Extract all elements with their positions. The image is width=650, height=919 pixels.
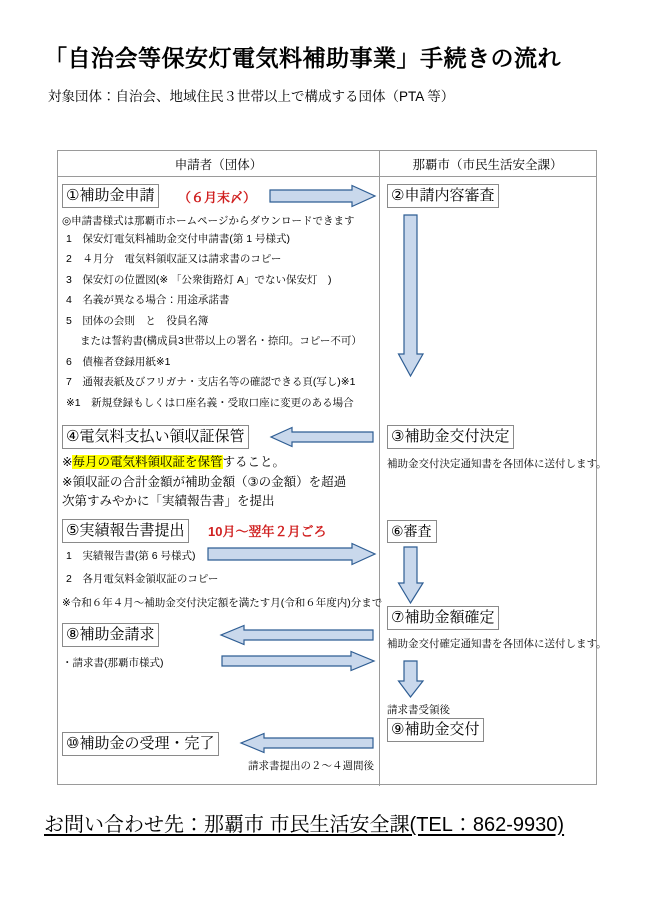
column-header-applicant: 申請者（団体） — [174, 158, 263, 172]
step-10-timing: 請求書提出の２～４週間後 — [248, 760, 374, 772]
document-item: 6 債権者登録用紙※1 — [66, 355, 171, 368]
step-1-deadline: （６月末〆） — [178, 190, 257, 205]
arrow-step3-to-step4-icon — [270, 427, 375, 447]
header-divider — [58, 176, 596, 177]
document-item-sub: または誓約書(構成員3世帯以上の署名・捺印。コピー不可） — [80, 335, 362, 348]
document-item: 5 団体の会則 と 役員名簿 — [66, 314, 209, 327]
page-title: 「自治会等保安灯電気料補助事業」手続きの流れ — [44, 45, 561, 71]
column-header-city: 那覇市（市民生活安全課） — [412, 158, 563, 172]
step-3-note: 補助金交付決定通知書を各団体に送付します。 — [387, 458, 607, 470]
step-9-box: ⑨補助金交付 — [387, 718, 484, 742]
arrow-step9-to-step10-icon — [240, 733, 375, 753]
arrow-step5-to-step6-icon — [206, 543, 378, 565]
arrow-step8-to-city-icon — [220, 651, 375, 671]
step-8-item: ・請求書(那覇市様式) — [62, 657, 164, 669]
arrow-step1-to-step2-icon — [268, 185, 378, 207]
arrow-step7-to-step9-icon — [398, 659, 424, 699]
arrow-step7-to-step8-icon — [220, 625, 375, 645]
document-item: 2 ４月分 電気料領収証又は請求書のコピー — [66, 253, 282, 266]
required-documents-list — [66, 229, 362, 413]
step-6-box: ⑥審査 — [387, 520, 437, 543]
page-subtitle: 対象団体：自治会、地域住民３世帯以上で構成する団体（PTA 等） — [48, 89, 455, 104]
document-item: 3 保安灯の位置図(※ 「公衆街路灯 A」でない保安灯 ) — [66, 273, 332, 286]
step-9-pre-note: 請求書受領後 — [387, 704, 450, 716]
step-4-note-line3: 次第すみやかに「実績報告書」を提出 — [62, 494, 275, 508]
step-8-box: ⑧補助金請求 — [62, 623, 159, 647]
warning-highlight: 毎月の電気料領収証を保管 — [72, 455, 223, 469]
step-4-box: ④電気料支払い領収証保管 — [62, 425, 249, 449]
step-5-box: ⑤実績報告書提出 — [62, 519, 189, 543]
document-item: 7 通報表紙及びフリガナ・支店名等の確認できる頁(写し)※1 — [66, 376, 356, 389]
step-7-note: 補助金交付確定通知書を各団体に送付します。 — [387, 638, 607, 650]
step-7-box: ⑦補助金額確定 — [387, 606, 499, 630]
document-item: 4 名義が異なる場合：用途承諾書 — [66, 294, 230, 307]
flow-table — [57, 150, 607, 785]
step-4-note-line2: ※領収証の合計金額が補助金額（③の金額）を超過 — [62, 475, 347, 489]
arrow-step2-to-step3-icon — [398, 213, 424, 378]
step-10-box: ⑩補助金の受理・完了 — [62, 732, 219, 756]
warning-suffix: すること。 — [222, 455, 286, 469]
step-3-box: ③補助金交付決定 — [387, 425, 514, 449]
step-2-box: ②申請内容審査 — [387, 184, 499, 208]
step-5-item-1: 1 実績報告書(第 6 号様式) — [66, 550, 196, 562]
step-5-footnote: ※令和６年４月～補助金交付決定額を満たす月(令和６年度内)分まで — [62, 597, 383, 609]
footer-contact: お問い合わせ先：那覇市 市民生活安全課(TEL：862-9930) — [44, 814, 565, 836]
arrow-step6-to-step7-icon — [398, 545, 424, 605]
step-4-warning — [62, 453, 285, 472]
document-item: 1 保安灯電気料補助金交付申請書(第 1 号様式) — [66, 233, 291, 245]
step-5-timing: 10月～翌年２月ごろ — [208, 524, 327, 539]
document-footnote: ※1 新規登録もしくは口座名義・受取口座に変更のある場合 — [66, 396, 354, 409]
step-1-box: ①補助金申請 — [62, 184, 159, 208]
download-note: ◎申請書様式は那覇市ホームページからダウンロードできます — [62, 215, 355, 227]
column-divider — [379, 151, 380, 786]
warning-prefix: ※ — [62, 455, 73, 469]
step-5-item-2: 2 各月電気料金領収証のコピー — [66, 573, 219, 585]
